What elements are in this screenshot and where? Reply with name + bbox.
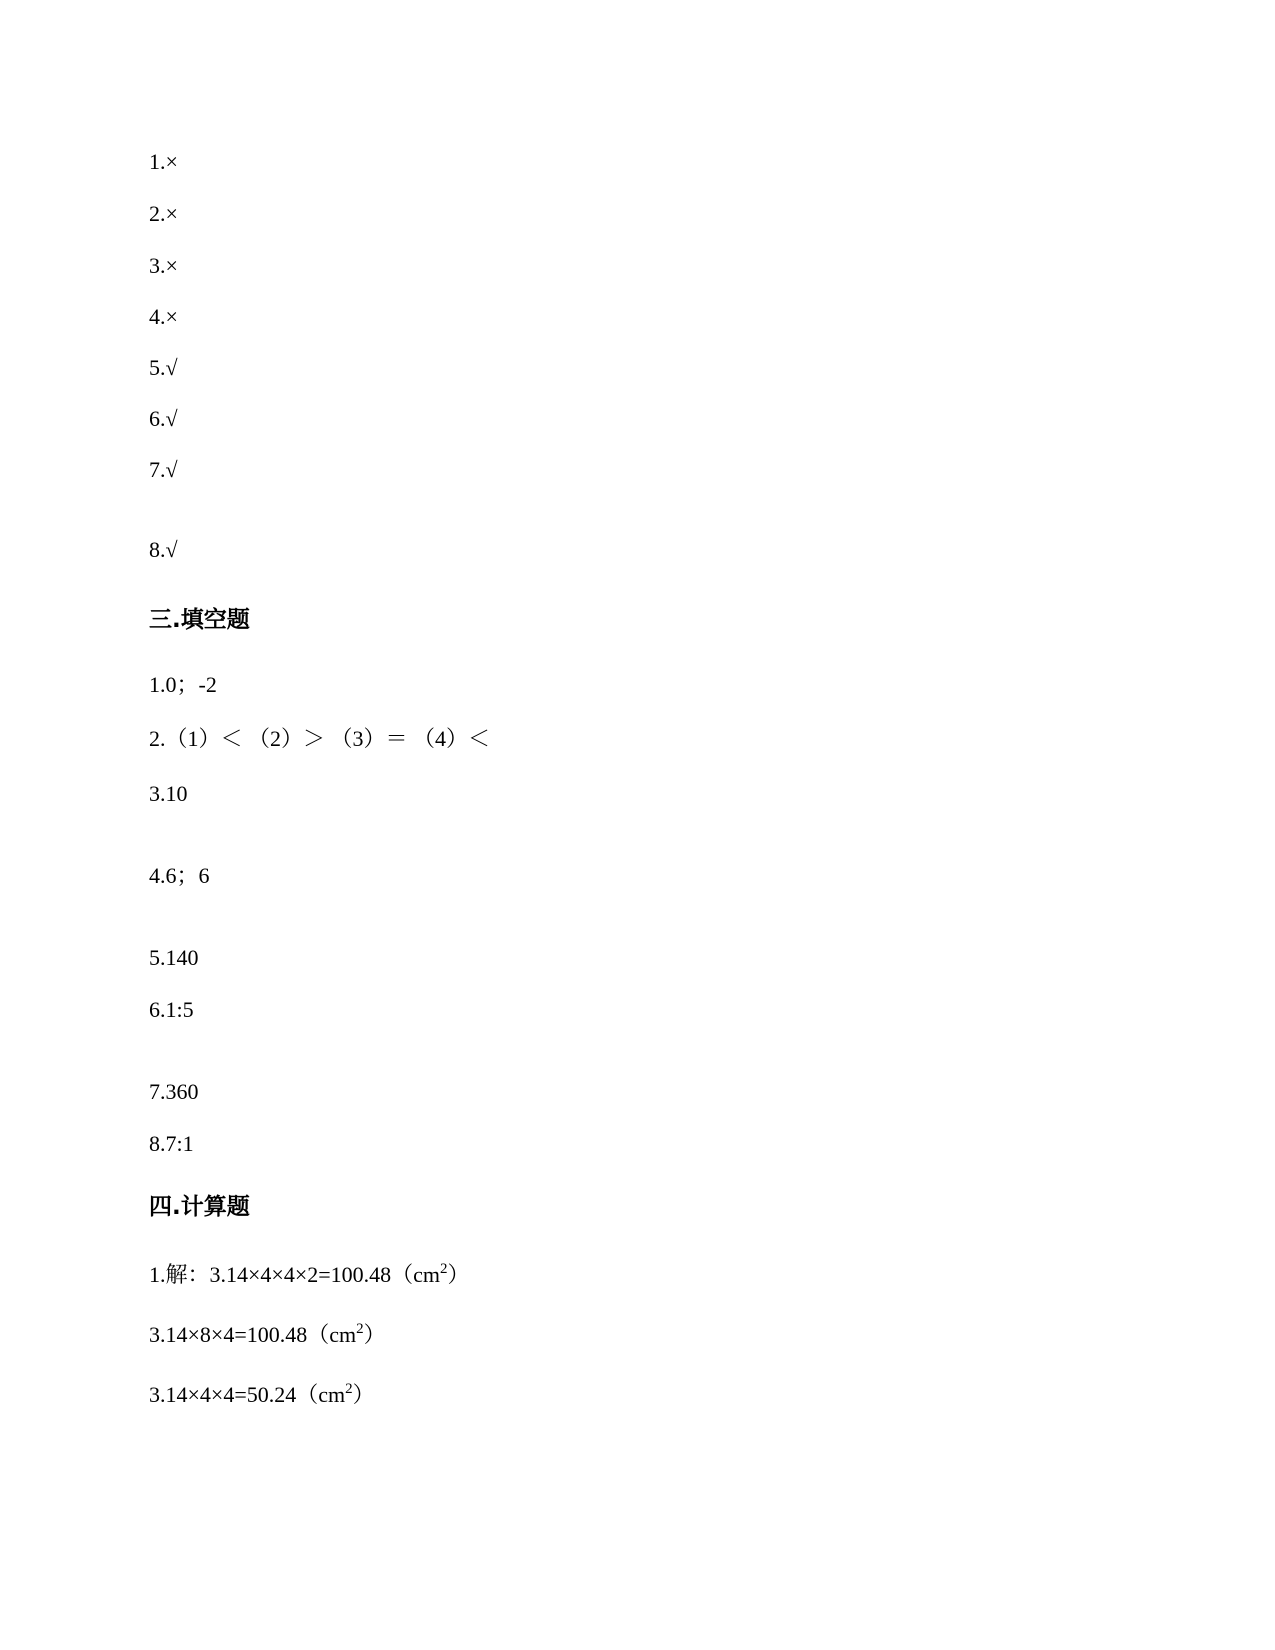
calculation-close: ） — [363, 1322, 386, 1347]
answer-line: 8.7:1 — [149, 1131, 194, 1156]
answer-line: 6.√ — [149, 406, 178, 431]
calculation-line — [149, 1321, 386, 1349]
calculation-text: 3.14×8×4=100.48（cm — [149, 1322, 357, 1347]
section-heading: 三.填空题 — [149, 607, 250, 633]
calculation-text: 3.14×4×4=50.24（cm — [149, 1382, 346, 1407]
calculation-text: 1.解：3.14×4×4×2=100.48（cm — [149, 1262, 441, 1287]
calculation-close: ） — [447, 1262, 470, 1287]
answer-line: 1.× — [149, 149, 178, 174]
exponent: 2 — [356, 1321, 364, 1337]
answer-line: 5.√ — [149, 355, 178, 380]
answer-line: 3.10 — [149, 781, 188, 806]
answer-line: 7.√ — [149, 457, 178, 482]
answer-line: 7.360 — [149, 1079, 199, 1104]
calculation-close: ） — [352, 1382, 375, 1407]
answer-line: 8.√ — [149, 537, 178, 562]
answer-line: 6.1:5 — [149, 997, 194, 1022]
answer-line: 4.6；6 — [149, 863, 210, 888]
answer-line: 2.× — [149, 201, 178, 226]
section-heading: 四.计算题 — [149, 1194, 250, 1220]
exponent: 2 — [440, 1261, 448, 1277]
answer-line: 2.（1）＜ （2）＞ （3）＝ （4）＜ — [149, 726, 491, 751]
answer-line: 3.× — [149, 253, 178, 278]
calculation-line — [149, 1261, 470, 1289]
answer-line: 5.140 — [149, 945, 199, 970]
calculation-line — [149, 1381, 375, 1409]
answer-line: 1.0；-2 — [149, 672, 217, 697]
exponent: 2 — [345, 1381, 353, 1397]
answer-line: 4.× — [149, 304, 178, 329]
